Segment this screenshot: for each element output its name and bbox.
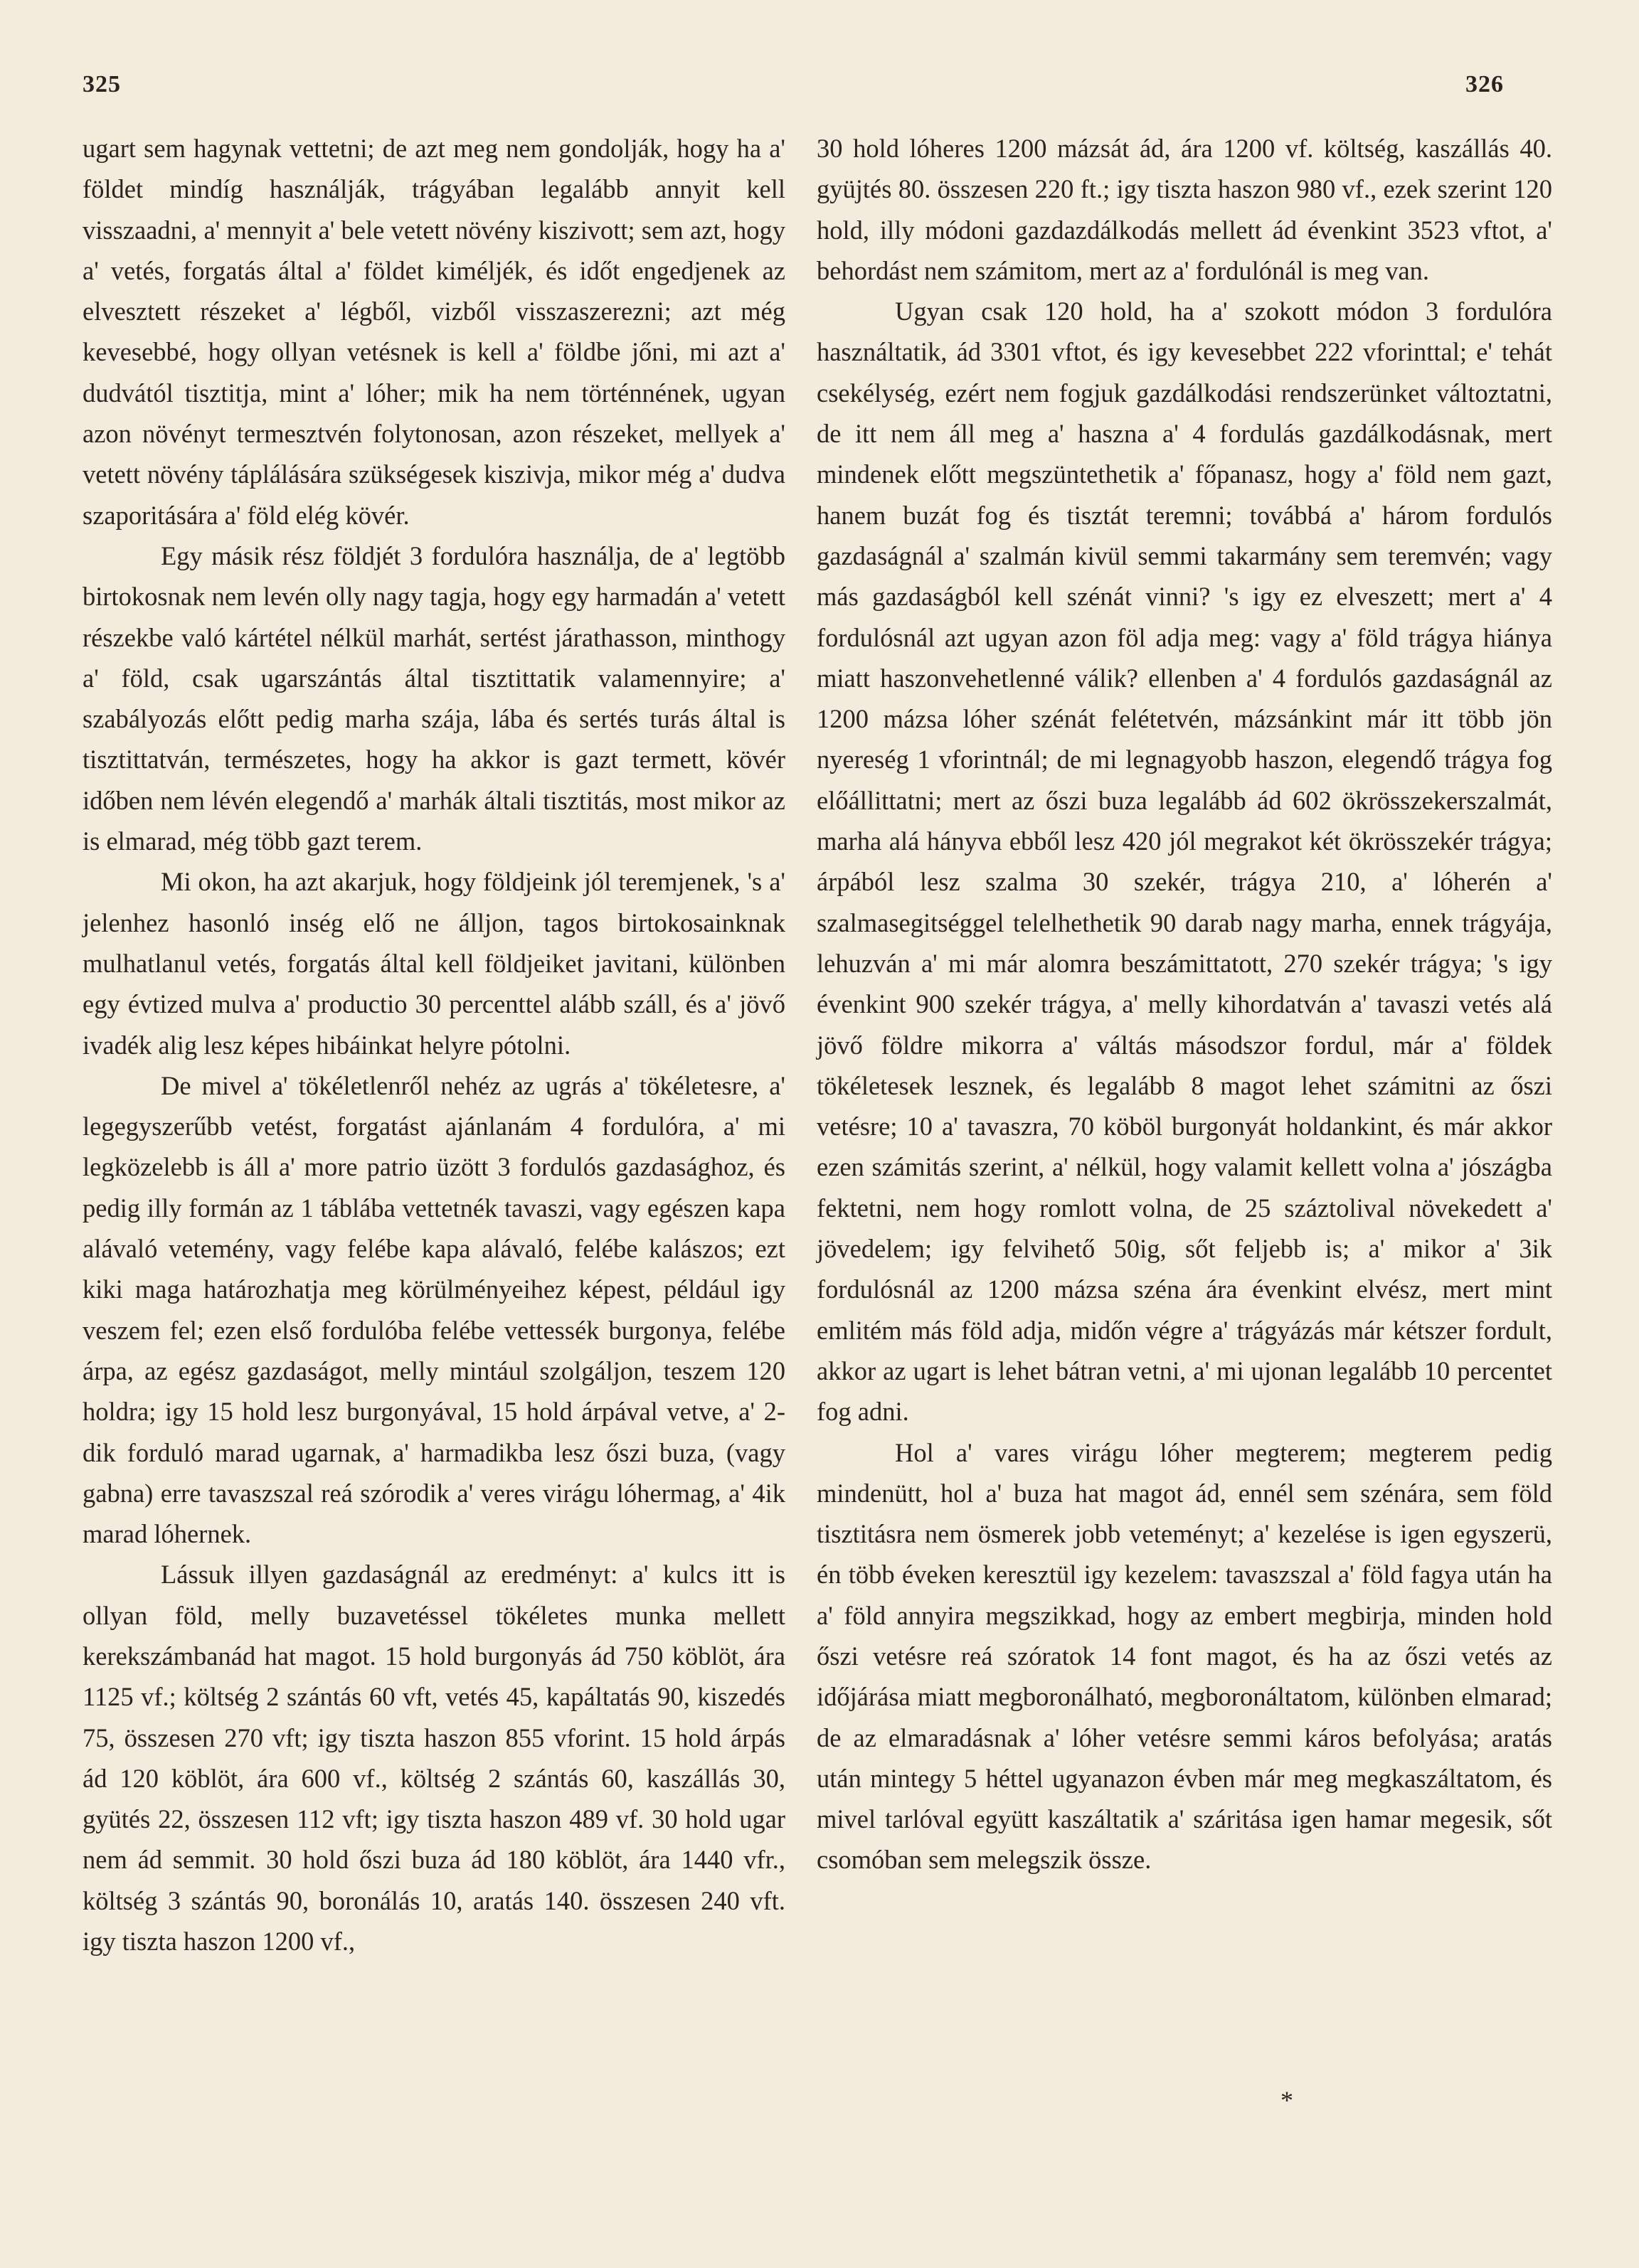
right-text-column bbox=[817, 128, 1552, 1880]
page-number-right: 326 bbox=[1465, 71, 1504, 97]
left-text-column bbox=[83, 128, 785, 1961]
paragraph: Mi okon, ha azt akarjuk, hogy földjeink jól teremjenek, 's a' jelenhez hasonló inség elő ne álljon, tagos birtokosainknak mulhatlanul vetés, forgatás által kell földjeiket javitani, különben egy évtized mulva a' productio 30 percenttel alább száll, és a' jövő ivadék alig lesz képes hibáinkat helyre pótolni. bbox=[83, 867, 785, 1060]
paragraph: Lássuk illyen gazdaságnál az eredményt: a' kulcs itt is ollyan föld, melly buzavetéssel tökéletes munka mellett kerekszámbanád hat magot. 15 hold burgonyás ád 750 köblöt, ára 1125 vf.; költség 2 szántás 60 vft, vetés 45, kapáltatás 90, kiszedés 75, összesen 270 vft; igy tiszta haszon 855 vforint. 15 hold árpás ád 120 köblöt, ára 600 vf., költség 2 szántás 60, kaszállás 30, gyütés 22, összesen 112 vft; igy tiszta haszon 489 vf. 30 hold ugar nem ád semmit. 30 hold őszi buza ád 180 köblöt, ára 1440 vfr., költség 3 szántás 90, boronálás 10, aratás 140. összesen 240 vft. igy tiszta haszon 1200 vf., bbox=[83, 1560, 785, 1956]
page-number-left: 325 bbox=[83, 71, 121, 97]
paragraph: Egy másik rész földjét 3 fordulóra használja, de a' legtöbb birtokosnak nem levén olly nagy tagja, hogy egy harmadán a' vetett részekbe való kártétel nélkül marhát, sertést járathasson, minthogy a' föld, csak ugarszántás által tisztittatik valamennyire; a' szabályozás előtt pedig marha szája, lába és sertés turás által is tisztittatván, természetes, hogy ha akkor is gazt termett, kövér időben nem lévén elegendő a' marhák általi tisztitás, most mikor az is elmarad, még több gazt terem. bbox=[83, 541, 785, 856]
paragraph: Hol a' vares virágu lóher megterem; megterem pedig mindenütt, hol a' buza hat magot ád, ennél sem szénára, sem föld tisztitásra nem ösmerek jobb veteményt; a' kezelése is igen egyszerü, én több éveken keresztül igy kezelem: tavaszszal a' föld fagya után ha a' föld annyira megszikkad, hogy az embert megbirja, minden hold őszi vetésre reá szóratok 14 font magot, és ha az őszi vetés az időjárása miatt megboronálható, megboronáltatom, különben elmarad; de az elmaradásnak a' lóher vetésre semmi káros befolyása; aratás után mintegy 5 héttel ugyanazon évben már meg megkaszáltatom, és mivel tarlóval együtt kaszáltatik a' száritása igen hamar megesik, sőt csomóban sem melegszik össze. bbox=[817, 1437, 1552, 1875]
paragraph: Ugyan csak 120 hold, ha a' szokott módon 3 fordulóra használtatik, ád 3301 vftot, és igy kevesebbet 222 vforinttal; e' tehát csekélység, ezért nem fogjuk gazdálkodási rendszerünket változtatni, de itt nem áll meg a' haszna a' 4 fordulás gazdálkodásnak, mert mindenek előtt megszüntethetik a' főpanasz, hogy a' föld nem gazt, hanem buzát fog és tisztát teremni; továbbá a' három fordulós gazdaságnál a' szalmán kivül semmi takarmány sem teremvén; vagy más gazdaságból kell szénát vinni? 's igy ez elveszett; mert a' 4 fordulósnál azt ugyan azon föl adja meg: vagy a' föld trágya hiánya miatt haszonvehetlenné válik? ellenben a' 4 fordulós gazdaságnál az 1200 mázsa lóher szénát felétetvén, mázsánkint már itt több jön nyereség 1 vforintnál; de mi legnagyobb haszon, elegendő trágya fog előállittatni; mert az őszi buza legalább ád 602 ökrösszekerszalmát, marha alá hányva ebből lesz 420 jól megrakot két ökrösszekér trágya; árpából lesz szalma 30 szekér, trágya 210, a' lóherén a' szalmasegitséggel telelhethetik 90 darab nagy marha, ennek trágyája, lehuzván a' mi már alomra beszámittatott, 270 szekér trágya; 's igy évenkint 900 szekér trágya, a' melly kihordatván a' tavaszi vetés alá jövő földre mikorra a' váltás másodszor fordul, már a' földek tökéletesek lesznek, és legalább 8 magot lehet számitni az őszi vetésre; 10 a' tavaszra, 70 köböl burgonyát holdankint, és már akkor ezen számitás szerint, a' nélkül, hogy valamit kellett volna a' jószágba fektetni, nem hogy romlott volna, de 25 száztolival növekedett a' jövedelem; igy felvihető 50ig, sőt feljebb is; a' mikor a' 3ik fordulósnál az 1200 mázsa széna ára évenkint elvész, mert mint emlitém más föld adja, midőn végre a' trágyázás már kétszer fordult, akkor az ugart is lehet bátran vetni, a' mi ujonan legalább 10 percentet fog adni. bbox=[817, 297, 1552, 1427]
paragraph: ugart sem hagynak vettetni; de azt meg nem gondolják, hogy ha a' földet mindíg használják, trágyában legalább annyit kell visszaadni, a' mennyit a' bele vetett növény kiszivott; sem azt, hogy a' vetés, forgatás által a' földet kiméljék, és időt engedjenek az elvesztett részeket a' légből, vizből visszaszerezni; azt még kevesebbé, hogy ollyan vetésnek is kell a' földbe jőni, mi azt a' dudvától tisztitja, mint a' lóher; mik ha nem történnének, ugyan azon növényt termesztvén folytonosan, azon részeket, mellyek a' vetett növény táplálására szükségesek kiszivja, mikor még a' dudva szaporitására a' föld elég kövér. bbox=[83, 134, 785, 530]
paragraph: 30 hold lóheres 1200 mázsát ád, ára 1200 vf. költség, kaszállás 40. gyüjtés 80. összesen 220 ft.; igy tiszta haszon 980 vf., ezek szerint 120 hold, illy módoni gazdazdálkodás mellett ád évenkint 3523 vftot, a' behordást nem számitom, mert az a' fordulónál is meg van. bbox=[817, 134, 1552, 285]
end-asterisk: * bbox=[1280, 2086, 1293, 2114]
paragraph: De mivel a' tökéletlenről nehéz az ugrás a' tökéletesre, a' legegyszerűbb vetést, forgatást ajánlanám 4 fordulóra, a' mi legközelebb is áll a' more patrio üzött 3 fordulós gazdasághoz, és pedig illy formán az 1 táblába vettetnék tavaszi, vagy egészen kapa alávaló vetemény, vagy felébe kapa alávaló, felébe kalászos; ezt kiki maga határozhatja meg körülményeihez képest, például igy veszem fel; ezen első fordulóba felébe vettessék burgonya, felébe árpa, az egész gazdaságot, melly mintául szolgáljon, teszem 120 holdra; igy 15 hold lesz burgonyával, 15 hold árpával vetve, a' 2-dik forduló marad ugarnak, a' harmadikba lesz őszi buza, (vagy gabna) erre tavaszszal reá szórodik a' veres virágu lóhermag, a' 4ik marad lóhernek. bbox=[83, 1070, 785, 1549]
